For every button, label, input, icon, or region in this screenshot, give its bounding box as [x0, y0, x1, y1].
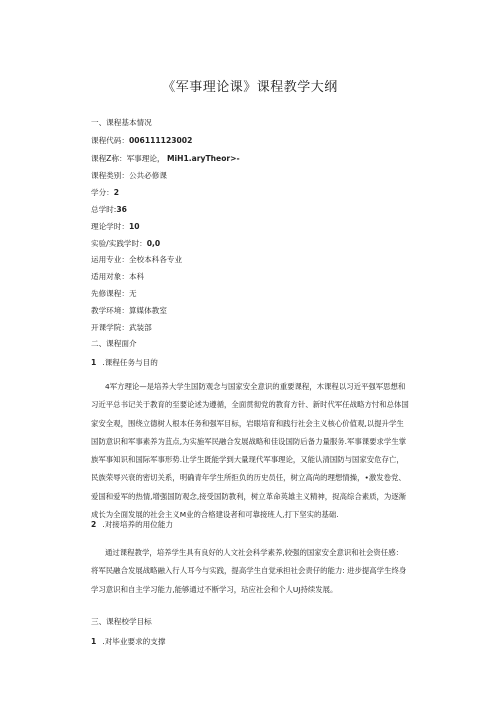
course-code-line [91, 136, 192, 146]
subheading-task-purpose [91, 358, 158, 368]
subheading-text: .对接培养的用位能力 [102, 520, 174, 529]
section-heading-objectives: 三、课程校学目标 [91, 617, 152, 626]
offering-college-line: 开课学院：武装部 [91, 323, 152, 332]
subheading-ability [91, 520, 173, 530]
paragraph-line: 将军民融合发展战略融入行人耳今与实践，提高学生自觉承担社会责仔的能力: 进步提高学生终身 [91, 566, 407, 576]
practice-hours-line [91, 239, 160, 249]
credits-value: 2 [113, 188, 120, 197]
subheading-number: 1 [91, 358, 97, 367]
course-name-english: MiH1.aryTheor>- [166, 154, 240, 163]
total-hours-line [91, 205, 127, 215]
paragraph-line: 习近平总书记关于教育的至要论述为遵循，全面贯彻党的教育方针、新时代军任战略方忖和总体国 [91, 400, 409, 410]
subheading-text: .对毕业要求的支撑 [102, 637, 166, 646]
section-heading-basic-info: 一、课程基本情况 [91, 118, 152, 127]
theory-hours-label: 理论学时： [91, 222, 129, 231]
subheading-text: .课程任务与目的 [102, 358, 158, 367]
paragraph-line: 族军事知识和国际军事形势.让学生既能学到大量现代军事理论，又能认清国防与国家安危存亡， [91, 455, 404, 465]
theory-hours-value: 10 [128, 222, 140, 231]
applicable-major-line: 运用专业：全校本科各专业 [91, 255, 183, 264]
course-name-value: 军事理论， [126, 154, 165, 163]
paragraph-task-purpose [91, 378, 427, 524]
paragraph-line: 成长为全面发展的社会主义M业的合格建设者和可靠接班人,打下坚实的基础. [91, 510, 339, 520]
target-audience-line: 适用对象：本科 [91, 272, 145, 281]
total-hours-value: 36 [116, 205, 127, 214]
paragraph-line: 4军方理论—是培养大学生国防观念与国家安全意识的重要课程，木课程以习近平强军思想和 [105, 382, 406, 391]
total-hours-label: 总学时: [91, 205, 117, 214]
paragraph-line: 爱国和爱军的热情,增强国防观念,接受国防教利，树立革命英雄主义精神，捉高综合素质，为逐渐 [91, 491, 407, 501]
subheading-number: 1 [91, 637, 97, 646]
paragraph-line: 国防意识和军事素养为苴点,为实施军民融合发展战略和佳设国防后备力量服务.军事课要求学生掌 [91, 436, 407, 446]
paragraph-line: 通过课程教学，培养学生具有良好的人文社会科学素养,较强的国家安全意识和社会资任感： [105, 548, 403, 557]
paragraph-line: 家安全观，围绕立德树人根本任务和强军目标，岩眼培育和践行社会主义核心价值观,以提升学生 [91, 418, 404, 428]
section-heading-introduction: 二、课程面介 [91, 339, 137, 348]
practice-hours-value: 0,0 [146, 239, 161, 248]
document-title: 《军事理论课》课程教学大纲 [162, 80, 338, 95]
course-code-label: 课程代码： [91, 136, 129, 145]
paragraph-line: 民族荣辱兴衰的密切关系，明确青年学生所拒负的历史员任，树立高尚的理想情操，•激发卷党、 [91, 473, 406, 483]
course-name-label: 课程Z称： [91, 154, 127, 163]
credits-label: 学分： [91, 188, 114, 197]
prerequisite-line: 先修课程：无 [91, 289, 137, 298]
subheading-number: 2 [91, 520, 97, 529]
paragraph-ability [91, 544, 427, 599]
teaching-environment-line: 教学环境：算媒体教室 [91, 306, 167, 315]
course-name-line [91, 154, 240, 164]
subheading-graduation-support [91, 637, 165, 647]
credits-line [91, 188, 119, 198]
course-code-value: 006111123002 [128, 136, 193, 145]
course-category-line: 课程类别：公共必修课 [91, 171, 167, 180]
practice-hours-label: 实验/实践学时： [91, 239, 147, 248]
theory-hours-line [91, 222, 140, 232]
paragraph-line: 学习意识和自主学习能力,能够通过不断学习，玷应社会和个人UJ持续发展。 [91, 584, 338, 594]
